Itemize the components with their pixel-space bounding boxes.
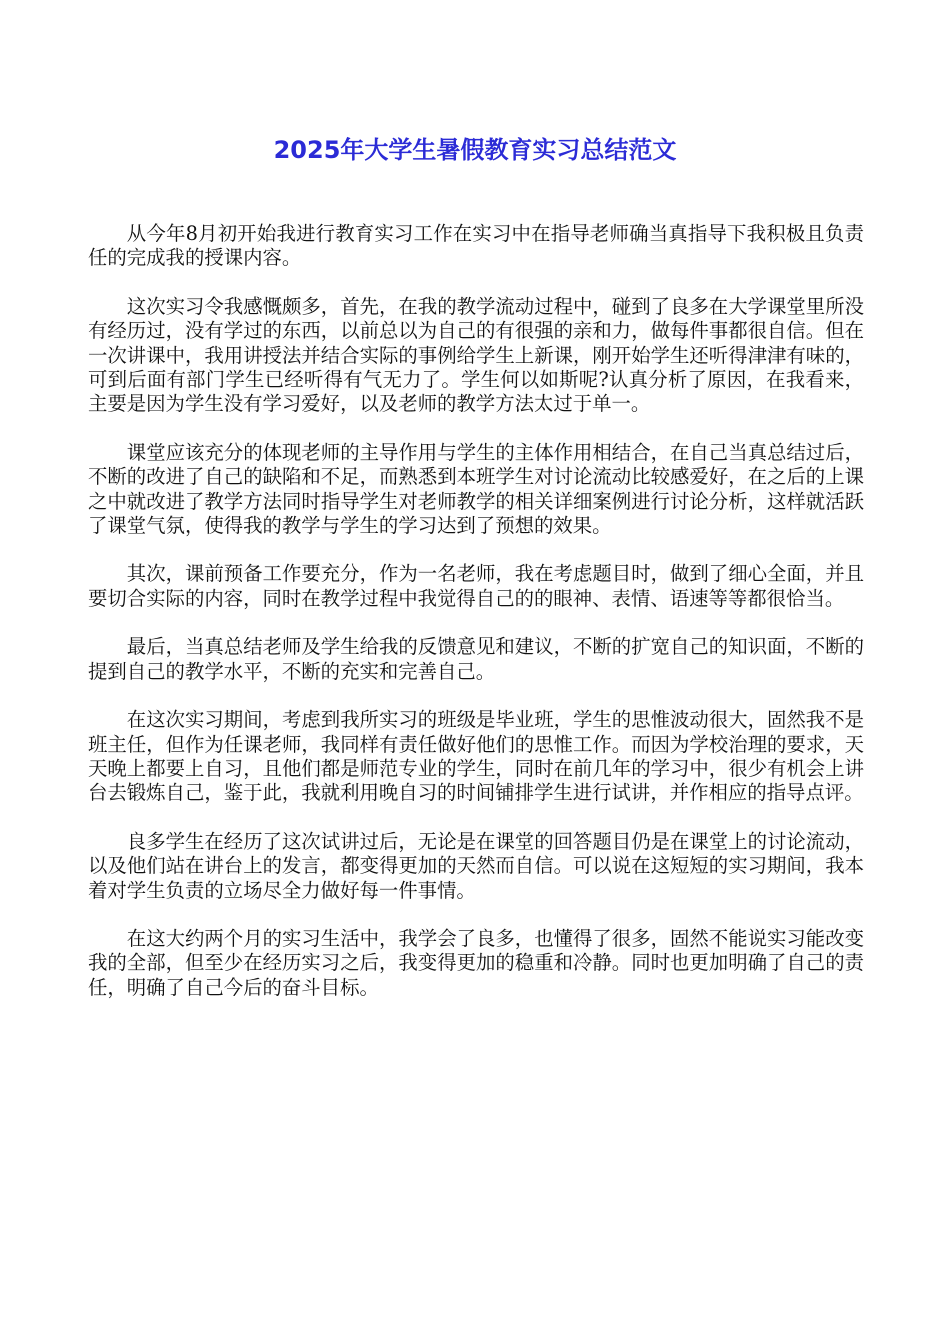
document-body [88, 222, 864, 1024]
paragraph-8: 在这大约两个月的实习生活中，我学会了良多，也懂得了很多，固然不能说实习能改变我的全部，但至少在经历实习之后，我变得更加的稳重和冷静。同时也更加明确了自己的责任，明确了自己今后的奋斗目标。 [88, 926, 864, 999]
paragraph-6: 在这次实习期间，考虑到我所实习的班级是毕业班，学生的思惟波动很大，固然我不是班主任，但作为任课老师，我同样有责任做好他们的思惟工作。而因为学校治理的要求，天天晚上都要上自习，且他们都是师范专业的学生，同时在前几年的学习中，很少有机会上讲台去锻炼自己，鉴于此，我就利用晚自习的时间铺排学生进行试讲，并作相应的指导点评。 [88, 708, 864, 805]
paragraph-7: 良多学生在经历了这次试讲过后，无论是在课堂的回答题目仍是在课堂上的讨论流动，以及他们站在讲台上的发言，都变得更加的天然而自信。可以说在这短短的实习期间，我本着对学生负责的立场尽全力做好每一件事情。 [88, 829, 864, 902]
paragraph-1: 从今年8月初开始我进行教育实习工作在实习中在指导老师确当真指导下我积极且负责任的完成我的授课内容。 [88, 222, 864, 270]
paragraph-5: 最后，当真总结老师及学生给我的反馈意见和建议，不断的扩宽自己的知识面，不断的提到自己的教学水平，不断的充实和完善自己。 [88, 635, 864, 683]
document-title: 2025年大学生暑假教育实习总结范文 [273, 136, 677, 164]
paragraph-2: 这次实习令我感慨颇多，首先，在我的教学流动过程中，碰到了良多在大学课堂里所没有经历过，没有学过的东西，以前总以为自己的有很强的亲和力，做每件事都很自信。但在一次讲课中，我用讲授法并结合实际的事例给学生上新课，刚开始学生还听得津津有味的，可到后面有部门学生已经听得有气无力了。学生何以如斯呢?认真分析了原因，在我看来，主要是因为学生没有学习爱好，以及老师的教学方法太过于单一。 [88, 294, 864, 416]
paragraph-3: 课堂应该充分的体现老师的主导作用与学生的主体作用相结合，在自己当真总结过后，不断的改进了自己的缺陷和不足，而熟悉到本班学生对讨论流动比较感爱好，在之后的上课之中就改进了教学方法同时指导学生对老师教学的相关详细案例进行讨论分析，这样就活跃了课堂气氛，使得我的教学与学生的学习达到了预想的效果。 [88, 440, 864, 538]
paragraph-4: 其次，课前预备工作要充分，作为一名老师，我在考虑题目时，做到了细心全面，并且要切合实际的内容，同时在教学过程中我觉得自己的的眼神、表情、语速等等都很恰当。 [88, 562, 864, 610]
